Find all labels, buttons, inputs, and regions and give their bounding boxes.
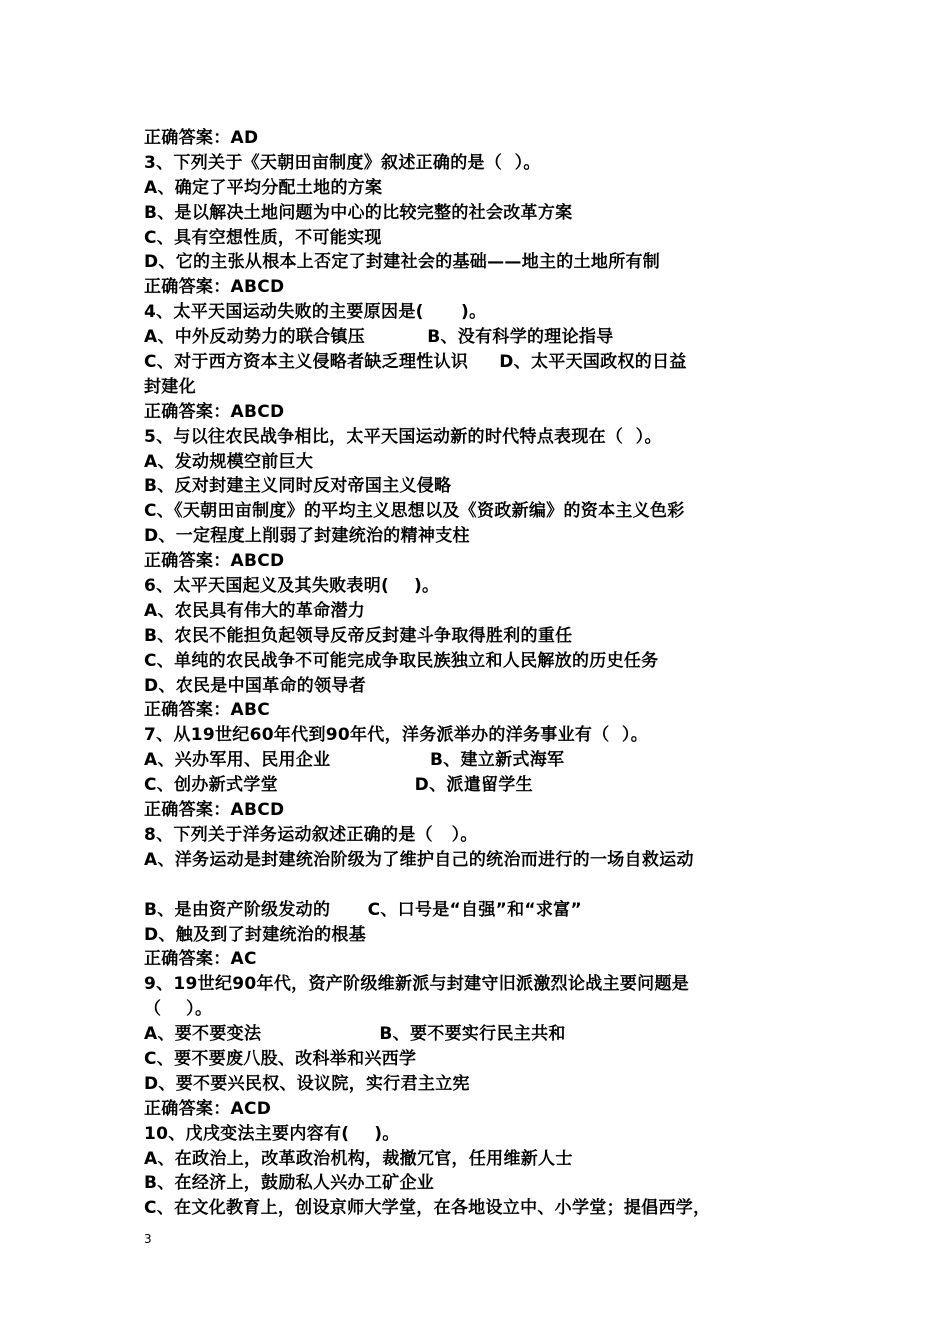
option-line: B、反对封建主义同时反对帝国主义侵略 (144, 476, 452, 497)
answer-line: 正确答案：ABC (144, 700, 270, 721)
answer-line: 正确答案：ACD (144, 1098, 272, 1119)
option-line: A、确定了平均分配土地的方案 (144, 177, 383, 198)
option-line: D、一定程度上削弱了封建统治的精神支柱 (144, 526, 470, 547)
document-body (144, 126, 814, 1221)
answer-line: 正确答案：AC (144, 949, 257, 970)
option-line: C、在文化教育上，创设京师大学堂，在各地设立中、小学堂；提倡西学， (144, 1198, 711, 1219)
option-line: A、在政治上，改革政治机构，裁撤冗官，任用维新人士 (144, 1148, 573, 1169)
option-line: A、中外反动势力的联合镇压 B、没有科学的理论指导 (144, 327, 614, 348)
question-line: 3、下列关于《天朝田亩制度》叙述正确的是（ ）。 (144, 152, 541, 173)
option-line: D、触及到了封建统治的根基 (144, 924, 367, 945)
option-line: A、发动规模空前巨大 (144, 451, 314, 472)
option-line: C、创办新式学堂 D、派遣留学生 (144, 775, 533, 796)
option-line: A、要不要变法 B、要不要实行民主共和 (144, 1024, 566, 1045)
option-line: C、对于西方资本主义侵略者缺乏理性认识 D、太平天国政权的日益 (144, 352, 687, 373)
answer-line: 正确答案：ABCD (144, 401, 285, 422)
option-line: D、农民是中国革命的领导者 (144, 675, 367, 696)
option-line: C、单纯的农民战争不可能完成争取民族独立和人民解放的历史任务 (144, 650, 659, 671)
answer-line: 正确答案：ABCD (144, 800, 285, 821)
question-line: 4、太平天国运动失败的主要原因是( )。 (144, 302, 487, 323)
option-line: B、是以解决土地问题为中心的比较完整的社会改革方案 (144, 202, 573, 223)
option-line: C、要不要废八股、改科举和兴西学 (144, 1048, 417, 1069)
page-number: 3 (144, 1232, 152, 1246)
answer-line: 正确答案：ABCD (144, 277, 285, 298)
question-line: 5、与以往农民战争相比，太平天国运动新的时代特点表现在（ ）。 (144, 426, 662, 447)
option-line: A、洋务运动是封建统治阶级为了维护自己的统治而进行的一场自救运动 (144, 849, 694, 870)
option-line: D、它的主张从根本上否定了封建社会的基础——地主的土地所有制 (144, 252, 661, 273)
text-line: 封建化 (144, 376, 196, 397)
option-line: B、在经济上，鼓励私人兴办工矿企业 (144, 1173, 435, 1194)
option-line: B、是由资产阶级发动的 C、口号是“自强”和“求富” (144, 899, 582, 920)
text-line: （ ）。 (144, 999, 213, 1020)
question-line: 6、太平天国起义及其失败表明( )。 (144, 576, 440, 597)
option-line: C、《天朝田亩制度》的平均主义思想以及《资政新编》的资本主义色彩 (144, 501, 685, 522)
question-line: 8、下列关于洋务运动叙述正确的是（ ）。 (144, 824, 478, 845)
question-line: 9、19世纪90年代，资产阶级维新派与封建守旧派激烈论战主要问题是 (144, 974, 690, 995)
option-line: B、农民不能担负起领导反帝反封建斗争取得胜利的重任 (144, 625, 573, 646)
answer-line: 正确答案：ABCD (144, 551, 285, 572)
option-line: A、兴办军用、民用企业 B、建立新式海军 (144, 750, 565, 771)
option-line: A、农民具有伟大的革命潜力 (144, 600, 366, 621)
answer-line: 正确答案：AD (144, 128, 259, 148)
option-line: D、要不要兴民权、设议院，实行君主立宪 (144, 1073, 470, 1094)
blank-line (144, 873, 814, 898)
question-line: 7、从19世纪60年代到90年代，洋务派举办的洋务事业有（ ）。 (144, 725, 649, 746)
option-line: C、具有空想性质，不可能实现 (144, 227, 382, 248)
question-line: 10、戊戌变法主要内容有( )。 (144, 1123, 400, 1144)
